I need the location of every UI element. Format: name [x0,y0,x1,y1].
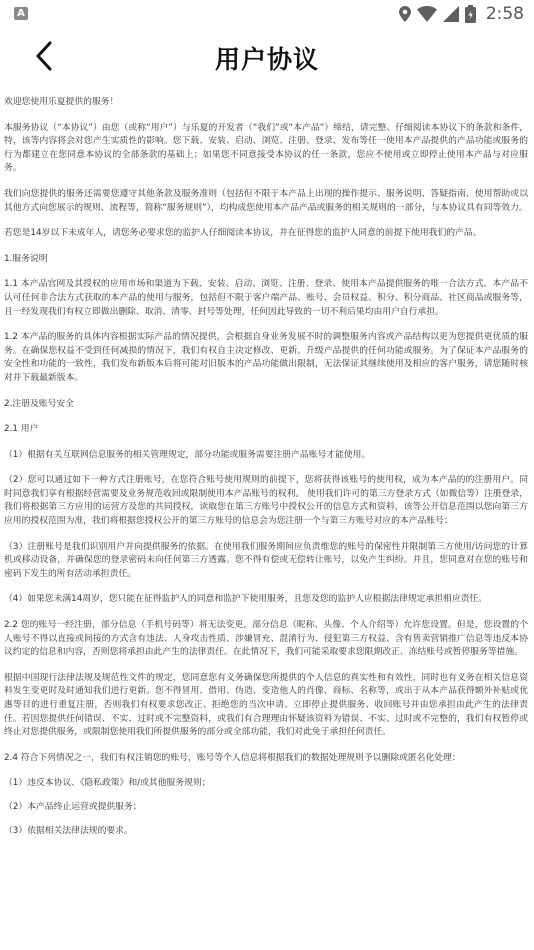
paragraph-legal-info: 根据中国现行法律法规及规范性文件的规定，您同意您有义务确保您所提供的个人信息的真实性和有效性，同时也有义务在相关信息资料发生变更时及时通知我们进行更新。您不得冒用、借用、伪造、变造他人的肖像、商标、名称等，或出于从本产品获得额外补贴或优惠等目的进行重复注册，否则我们有权要求您改正、拒绝您的当次申请、立即停止提供服务、收回账号并由您承担由此产生的法律责任。若因您提供任何错误、不实、过时或不完整资料，或我们有合理理由怀疑该资料为错误、不实、过时或不完整的，我们有权暂停或终止对您提供服务，或限制您使用我们所提供服务的部分或全部功能，我们对此免于承担任何责任。 [4,672,528,738]
list-item-2-4-1: （1）违反本协议、《隐私政策》和/或其他服务规则； [4,778,211,789]
wifi-icon [417,6,437,22]
paragraph-intro: 本服务协议（“本协议”）由您（或称“用户”）与乐夏的开发者（“我们”或“本产品”）缔结，请完整、仔细阅读本协议下的条款和条件，特，该等内容将会对您产生实质性的影响。您下载、安装、启动、浏览、注册、登录、发布等任一使用本产品提供的产品功能或服务的行为都建立在您同意本协议的全部条款的基础上；如果您不同意接受本协议的任一条款，您应不使用或立即停止使用本产品与对应服务。 [4,122,528,174]
battery-icon [465,5,476,23]
paragraph-2-1-2: （2）您可以通过如下一种方式注册账号，在您符合账号使用规则的前提下，您将获得该账号的使用权，成为本产品的的注册用户。同时同意我们享有根据经营需要及业务规范收回或限制使用本产品账号的权利。 使用我们许可的第三方登录方式（如微信等）注册登录，我们将根据第三方应用的运营方及您的共同授权，读取您在第三方账号中授权公开的信息方式和资料，该等公开信息范围以您向第三方应用的授权范围为准，我们将根据您授权公开的第三方账号的信息会为您注册一个与第三方账号对应的本产品账号； [4,475,528,527]
paragraph-2-1-3: （3）注册账号是我们识别用户并向提供服务的依据。在使用我们服务期间应负责维您的账号的保密性并限制第三方使用/访问您的计算机或移动设备，并确保您的登录密码未向任何第三方透露。您不得有偿或无偿转让账号，以免产生纠纷。并且，您同意对在您的账号和密码下发生的所有活动承担责任。 [4,541,528,579]
status-icons [399,2,524,26]
subheading-2-1: 2.1 用户 [4,424,39,435]
paragraph-2-2: 2.2 您的账号一经注册，部分信息（手机号码等）将无法变更，部分信息（昵称、头像、个人介绍等）允许您设置。但是，您设置的个人账号不得以直接或间接的方式含有违法、人身攻击性质、涉嫌冒充、混淆行为、侵犯第三方权益、含有售卖营销推广信息等违反本协议约定的信息和内容，否则您将承担由此产生的法律责任。在此情况下，我们可能采取要求您限期改正、冻结账号或暂停服务等措施。 [4,620,528,658]
paragraph-service-rules: 我们向您提供的服务还需要您遵守其他条款及服务准则（包括但不限于本产品上出现的操作提示、服务说明、答疑指南、使用帮助或以其他方式向您展示的规则、流程等，简称“服务规则”），均构成您使用本产品产品或服务的相关规则的一部分，与本协议具有同等效力。 [4,188,528,213]
section-heading-account: 2.注册及账号安全 [4,398,74,409]
paragraph-minor-notice: 若您是14岁以下未成年人，请您务必要求您的监护人仔细阅读本协议，并在征得您的监护人同意的前提下使用我们的产品。 [4,228,482,239]
status-bar [0,0,534,28]
agreement-content[interactable] [4,96,528,950]
section-heading-service: 1.服务说明 [4,253,48,264]
page-title: 用户协议 [214,45,319,74]
title-bar [0,28,534,90]
paragraph-welcome: 欢迎您使用乐夏提供的服务！ [4,97,119,107]
paragraph-2-4: 2.4 符合下列情况之一，我们有权注销您的账号，账号等个人信息将根据我们的数据处理规则予以删除或匿名化处理： [4,752,461,763]
clock-time: 2:58 [485,4,524,24]
paragraph-2-1-4: （4）如果您未满14周岁，您只能在征得监护人的同意和监护下使用服务，且您及您的监护人应根据法律规定承担相应责任。 [4,594,488,605]
signal-icon [443,6,459,22]
list-item-2-4-3: （3）依据相关法律法规的要求。 [4,825,133,836]
location-icon [399,6,411,22]
paragraph-2-1-1: （1）根据有关互联网信息服务的相关管理规定，部分功能或服务需要注册产品账号才能使用。 [4,449,371,460]
paragraph-1-2: 1.2 本产品的服务的具体内容根据实际产品的情况提供，会根据自身业务发展不时的调整服务内容或产品结构以更为您提供更优质的服务。在确保您权益不受到任何减损的情况下，我们有权自主决定修改、更新、升级产品提供的任何功能或服务。为了保证本产品服务的安全性和功能的一致性，我们发布新版本后将可能对旧版本的产品功能做出限制，无法保证其继续使用及相应的客户服务，请您随时核对并下载最新版本。 [4,332,528,383]
paragraph-1-1: 1.1 本产品官网及其授权的应用市场和渠道为下载、安装、启动、浏览、注册、登录、使用本产品提供服务的唯一合法方式。本产品不认可任何非合法方式获取的本产品的使用与服务，包括但不限于客户端产品、账号、会员权益、积分、积分商品、社区商品或服务等，且一经发现我们有权立即做出删除、取消、清零、封号等处理，任何因此导致的一切不利后果均由用户自行承担。 [4,279,528,317]
notification-badge: A [14,7,28,20]
list-item-2-4-2: （2）本产品终止运营或提供服务； [4,801,142,812]
